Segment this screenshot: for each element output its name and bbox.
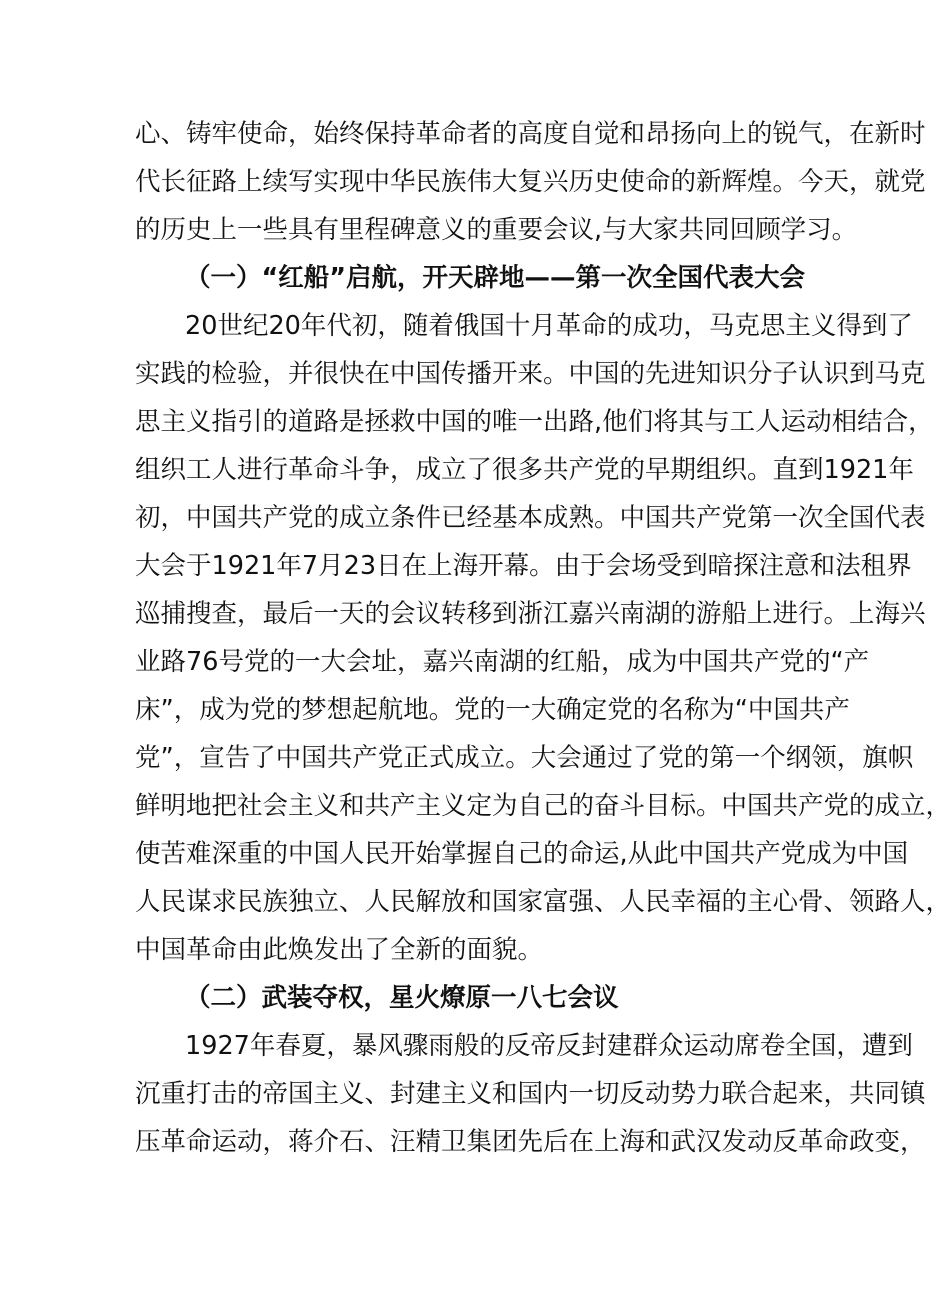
body-text-line: 大会于1921年7月23日在上海开幕。由于会场受到暗探注意和法租界 [135,551,912,581]
body-text-line: 沉重打击的帝国主义、封建主义和国内一切反动势力联合起来，共同镇 [135,1079,926,1109]
body-text-line: 党”，宣告了中国共产党正式成立。大会通过了党的第一个纲领，旗帜 [135,743,914,773]
body-text-line: 使苦难深重的中国人民开始掌握自己的命运,从此中国共产党成为中国 [135,839,909,869]
section-heading-2: （二）武装夺权，星火燎原一八七会议 [185,983,619,1013]
body-text-line: 实践的检验，并很快在中国传播开来。中国的先进知识分子认识到马克 [135,359,926,389]
body-text-line: 床”，成为党的梦想起航地。党的一大确定党的名称为“中国共产 [135,695,850,725]
body-text-line: 思主义指引的道路是拯救中国的唯一出路,他们将其与工人运动相结合， [135,407,934,437]
paragraph-first-line: 1927年春夏，暴风骤雨般的反帝反封建群众运动席卷全国，遭到 [185,1031,913,1061]
body-text-line: 心、铸牢使命，始终保持革命者的高度自觉和昂扬向上的锐气，在新时 [135,119,926,149]
paragraph-first-line: 20世纪20年代初，随着俄国十月革命的成功，马克思主义得到了 [185,311,913,341]
body-text-line: 人民谋求民族独立、人民解放和国家富强、人民幸福的主心骨、领路人， [135,887,951,917]
body-text-line: 初，中国共产党的成立条件已经基本成熟。中国共产党第一次全国代表 [135,503,926,533]
body-text-line: 的历史上一些具有里程碑意义的重要会议,与大家共同回顾学习。 [135,215,858,245]
body-text-line: 组织工人进行革命斗争，成立了很多共产党的早期组织。直到1921年 [135,455,914,485]
body-text-line: 鲜明地把社会主义和共产主义定为自己的奋斗目标。中国共产党的成立， [135,791,951,821]
body-text-line: 压革命运动，蒋介石、汪精卫集团先后在上海和武汉发动反革命政变， [135,1127,926,1157]
section-heading-1: （一）“红船”启航，开天辟地——第一次全国代表大会 [185,263,806,293]
body-text-line: 中国革命由此焕发出了全新的面貌。 [135,935,544,965]
body-text-line: 代长征路上续写实现中华民族伟大复兴历史使命的新辉煌。今天，就党 [135,167,926,197]
body-text-line: 巡捕搜查，最后一天的会议转移到浙江嘉兴南湖的游船上进行。上海兴 [135,599,926,629]
body-text-line: 业路76号党的一大会址，嘉兴南湖的红船，成为中国共产党的“产 [135,647,870,677]
